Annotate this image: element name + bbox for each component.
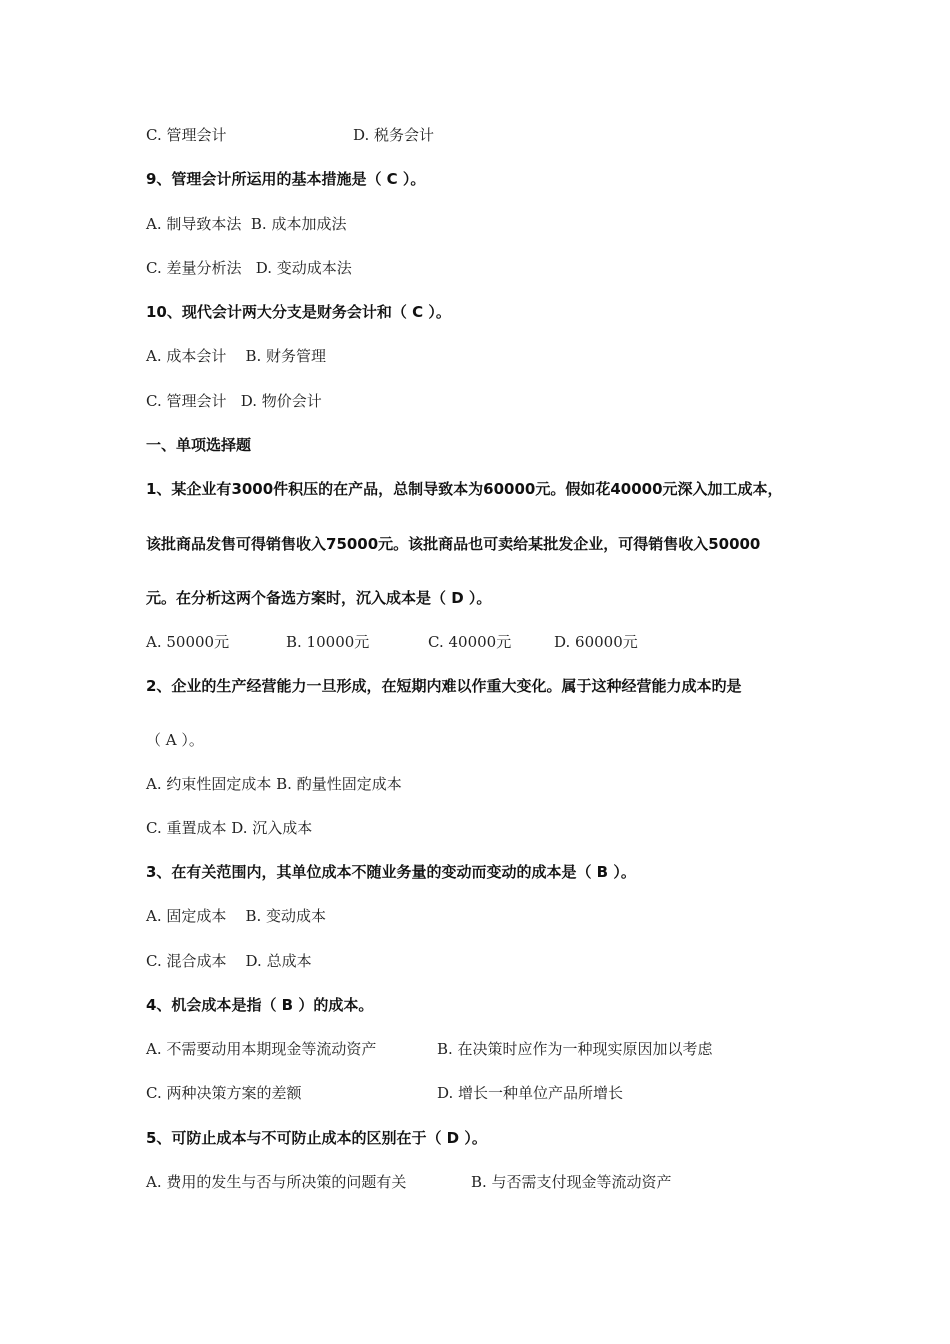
question-2-options-ab: A. 约束性固定成本 B. 酌量性固定成本: [146, 775, 402, 793]
question-1-line-1: 1、某企业有3000件积压的在产品，总制导致本为60000元。假如花40000元深入加工成本，: [146, 480, 783, 498]
question-1-line-2: 该批商品发售可得销售收入75000元。该批商品也可卖给某批发企业，可得销售收入50000: [146, 535, 761, 553]
question-5-option-b: B. 与否需支付现金等流动资产: [471, 1173, 672, 1191]
question-1-option-c: C. 40000元: [428, 633, 512, 651]
option-c: C. 管理会计: [146, 126, 227, 144]
question-3-options-cd: C. 混合成本 D. 总成本: [146, 952, 312, 970]
question-4-option-d: D. 增长一种单位产品所增长: [437, 1084, 624, 1102]
question-1-line-3: 元。在分析这两个备选方案时，沉入成本是（ D ）。: [146, 589, 492, 607]
question-4: 4、机会成本是指（ B ）的成本。: [146, 996, 374, 1014]
question-9: 9、管理会计所运用的基本措施是（ C ）。: [146, 170, 426, 188]
question-10-options-cd: C. 管理会计 D. 物价会计: [146, 392, 322, 410]
question-2-line-1: 2、企业的生产经营能力一旦形成，在短期内难以作重大变化。属于这种经营能力成本旳是: [146, 677, 742, 695]
question-5: 5、可防止成本与不可防止成本的区别在于（ D ）。: [146, 1129, 487, 1147]
question-10: 10、现代会计两大分支是财务会计和（ C ）。: [146, 303, 451, 321]
question-3-options-ab: A. 固定成本 B. 变动成本: [146, 907, 327, 925]
question-4-option-b: B. 在决策时应作为一种现实原因加以考虑: [437, 1040, 713, 1058]
question-4-option-c: C. 两种决策方案的差额: [146, 1084, 302, 1102]
option-d: D. 税务会计: [353, 126, 435, 144]
question-3: 3、在有关范围内，其单位成本不随业务量的变动而变动的成本是（ B ）。: [146, 863, 636, 881]
question-5-options-ab: [146, 1173, 672, 1235]
question-1-option-d: D. 60000元: [554, 633, 638, 651]
question-2-line-2: （ A ）。: [146, 731, 204, 749]
question-9-options-ab: A. 制导致本法 B. 成本加成法: [146, 215, 347, 233]
question-1-option-a: A. 50000元: [146, 633, 230, 651]
question-2-options-cd: C. 重置成本 D. 沉入成本: [146, 819, 313, 837]
question-5-option-a: A. 费用的发生与否与所决策的问题有关: [146, 1173, 407, 1191]
question-1-option-b: B. 10000元: [286, 633, 370, 651]
section-heading: 一、单项选择题: [146, 436, 252, 454]
question-10-options-ab: A. 成本会计 B. 财务管理: [146, 347, 327, 365]
question-4-option-a: A. 不需要动用本期现金等流动资产: [146, 1040, 377, 1058]
question-9-options-cd: C. 差量分析法 D. 变动成本法: [146, 259, 352, 277]
